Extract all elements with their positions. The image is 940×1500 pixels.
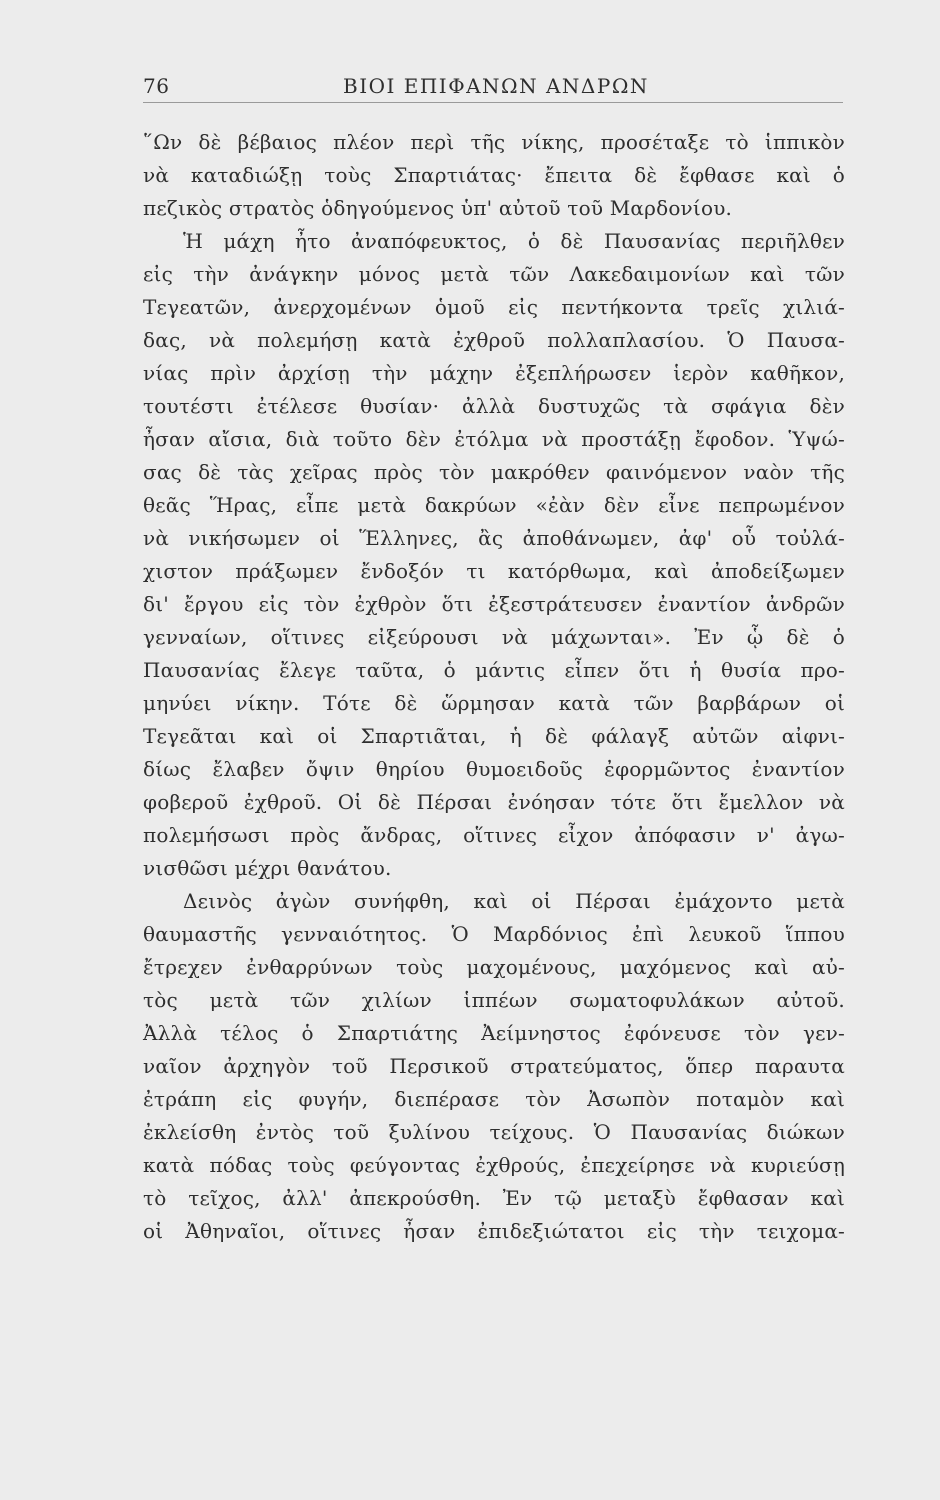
text-line: Τεγεατῶν, ἀνερχομένων ὁμοῦ εἰς πεντήκοντα τρεῖς χιλιά- xyxy=(143,295,845,319)
text-line: Ἀλλὰ τέλος ὁ Σπαρτιάτης Ἀείμνηστος ἐφόνευσε τὸν γεν- xyxy=(143,1021,845,1045)
text-line: θεᾶς Ἥρας, εἶπε μετὰ δακρύων «ἐὰν δὲν εἶνε πεπρωμένον xyxy=(143,493,845,517)
running-title: ΒΙΟΙ ΕΠΙΦΑΝΩΝ ΑΝΔΡΩΝ xyxy=(343,74,649,98)
text-line: θαυμαστῆς γενναιότητος. Ὁ Μαρδόνιος ἐπὶ λευκοῦ ἵππου xyxy=(143,922,845,946)
text-line: νίας πρὶν ἀρχίσῃ τὴν μάχην ἐξεπλήρωσεν ἱερὸν καθῆκον, xyxy=(143,361,845,385)
text-line: ἦσαν αἴσια, διὰ τοῦτο δὲν ἐτόλμα νὰ προστάξῃ ἔφοδον. Ὑψώ- xyxy=(143,427,845,451)
text-line: πεζικὸς στρατὸς ὁδηγούμενος ὑπ' αὐτοῦ τοῦ Μαρδονίου. xyxy=(143,196,733,220)
text-line: ῞Ων δὲ βέβαιος πλέον περὶ τῆς νίκης, προσέταξε τὸ ἱππικὸν xyxy=(143,130,845,154)
page-header xyxy=(143,66,843,106)
text-line: χιστον πράξωμεν ἔνδοξόν τι κατόρθωμα, καὶ ἀποδείξωμεν xyxy=(143,559,845,583)
text-line: φοβεροῦ ἐχθροῦ. Οἱ δὲ Πέρσαι ἐνόησαν τότε ὅτι ἔμελλον νὰ xyxy=(143,790,845,814)
text-line: δας, νὰ πολεμήσῃ κατὰ ἐχθροῦ πολλαπλασίου. Ὁ Παυσα- xyxy=(143,328,845,352)
text-line: Δεινὸς ἀγὼν συνήφθη, καὶ οἱ Πέρσαι ἐμάχοντο μετὰ xyxy=(183,889,845,913)
text-line: ἐκλείσθη ἐντὸς τοῦ ξυλίνου τείχους. Ὁ Παυσανίας διώκων xyxy=(143,1120,845,1144)
text-line: πολεμήσωσι πρὸς ἄνδρας, οἵτινες εἶχον ἀπόφασιν ν' ἀγω- xyxy=(143,823,845,847)
text-line: νισθῶσι μέχρι θανάτου. xyxy=(143,856,392,880)
text-line: νὰ καταδιώξῃ τοὺς Σπαρτιάτας· ἔπειτα δὲ ἔφθασε καὶ ὁ xyxy=(143,163,845,187)
header-rule xyxy=(143,102,843,103)
body-text xyxy=(143,126,845,1248)
text-line: οἱ Ἀθηναῖοι, οἵτινες ἦσαν ἐπιδεξιώτατοι εἰς τὴν τειχομα- xyxy=(143,1219,845,1243)
text-line: Ἡ μάχη ἦτο ἀναπόφευκτος, ὁ δὲ Παυσανίας περιῆλθεν xyxy=(183,229,845,253)
text-line: εἰς τὴν ἀνάγκην μόνος μετὰ τῶν Λακεδαιμονίων καὶ τῶν xyxy=(143,262,845,286)
text-line: Παυσανίας ἔλεγε ταῦτα, ὁ μάντις εἶπεν ὅτι ἡ θυσία προ- xyxy=(143,658,845,682)
text-line: ναῖον ἀρχηγὸν τοῦ Περσικοῦ στρατεύματος, ὅπερ παραυτα xyxy=(143,1054,845,1078)
text-line: νὰ νικήσωμεν οἱ Ἕλληνες, ἂς ἀποθάνωμεν, ἀφ' οὗ τοὐλά- xyxy=(143,526,845,550)
text-line: σας δὲ τὰς χεῖρας πρὸς τὸν μακρόθεν φαινόμενον ναὸν τῆς xyxy=(143,460,845,484)
text-line: ἐτράπη εἰς φυγήν, διεπέρασε τὸν Ἀσωπὸν ποταμὸν καὶ xyxy=(143,1087,845,1111)
text-line: τουτέστι ἐτέλεσε θυσίαν· ἀλλὰ δυστυχῶς τὰ σφάγια δὲν xyxy=(143,394,845,418)
text-line: τὸς μετὰ τῶν χιλίων ἱππέων σωματοφυλάκων αὐτοῦ. xyxy=(143,988,845,1012)
text-line: δίως ἔλαβεν ὄψιν θηρίου θυμοειδοῦς ἐφορμῶντος ἐναντίον xyxy=(143,757,845,781)
text-line: τὸ τεῖχος, ἀλλ' ἀπεκρούσθη. Ἐν τῷ μεταξὺ ἔφθασαν καὶ xyxy=(143,1186,845,1210)
text-line: μηνύει νίκην. Τότε δὲ ὥρμησαν κατὰ τῶν βαρβάρων οἱ xyxy=(143,691,845,715)
text-line: δι' ἔργου εἰς τὸν ἐχθρὸν ὅτι ἐξεστράτευσεν ἐναντίον ἀνδρῶν xyxy=(143,592,845,616)
text-line: κατὰ πόδας τοὺς φεύγοντας ἐχθρούς, ἐπεχείρησε νὰ κυριεύσῃ xyxy=(143,1153,845,1177)
text-line: Τεγεᾶται καὶ οἱ Σπαρτιᾶται, ἡ δὲ φάλαγξ αὐτῶν αἰφνι- xyxy=(143,724,845,748)
text-line: γενναίων, οἵτινες εἰξεύρουσι νὰ μάχωνται». Ἐν ᾧ δὲ ὁ xyxy=(143,625,845,649)
page-number: 76 xyxy=(143,74,170,98)
text-line: ἔτρεχεν ἐνθαρρύνων τοὺς μαχομένους, μαχόμενος καὶ αὐ- xyxy=(143,955,845,979)
